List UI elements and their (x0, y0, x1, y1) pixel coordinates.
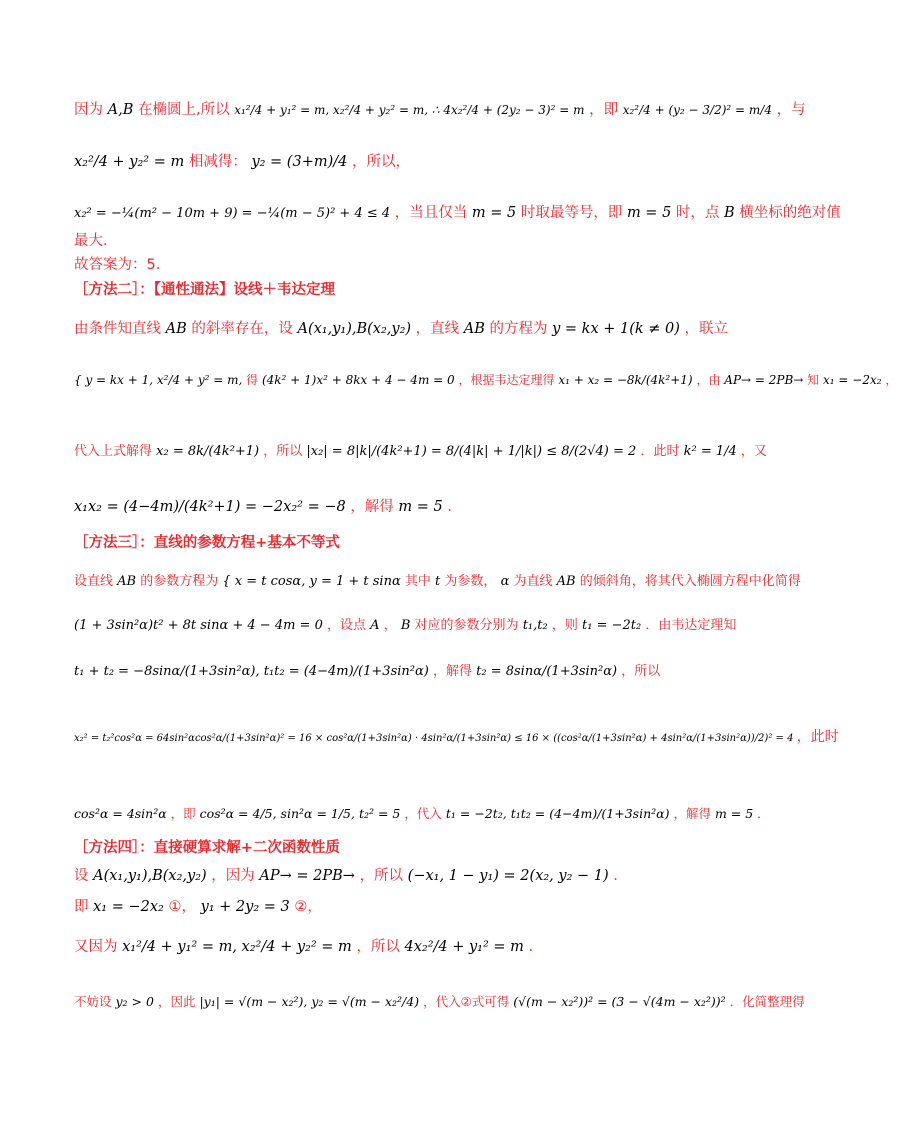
text-line (74, 255, 734, 275)
text-segment: . (528, 939, 534, 955)
text-segment: 为参数， (444, 574, 497, 589)
text-segment: 最大. (74, 233, 108, 249)
text-line (74, 203, 841, 224)
math-segment: x₂²/4 + y₂² = m (74, 154, 185, 170)
text-segment: ，根据韦达定理得 (458, 373, 555, 387)
math-segment: t₁ = −2t₂, t₁t₂ = (4−4m)/(1+3sin²α) (445, 806, 670, 821)
text-segment: 代入上式解得 (74, 444, 153, 459)
math-segment: AB (165, 321, 187, 337)
math-segment: m = 5 (398, 499, 443, 515)
text-line (74, 497, 734, 517)
text-segment: ，由 (696, 373, 721, 387)
text-segment: 得 (246, 373, 259, 387)
math-segment: |x₂| = 8|k|/(4k²+1) = 8/(4|k| + 1/|k|) ≤ 8/(2√4) = 2 (306, 444, 637, 459)
text-line (74, 616, 737, 636)
math-segment: cos²α = 4/5, sin²α = 1/5, t₂² = 5 (199, 806, 401, 821)
math-segment: x₁x₂ = (4−4m)/(4k²+1) = −2x₂² = −8 (74, 499, 346, 515)
math-segment: y₂ = (3+m)/4 (251, 154, 348, 170)
math-segment: (√(m − x₂²))² = (3 − √(4m − x₂²))² (513, 994, 726, 1009)
section-heading (74, 533, 734, 553)
section-heading (74, 280, 734, 300)
text-segment: 其中 (404, 574, 431, 589)
math-segment: x₂²/4 + (y₂ − 3/2)² = m/4 (622, 103, 772, 117)
math-segment: t₁,t₂ (522, 618, 548, 633)
text-segment: 的参数方程为 (140, 574, 219, 589)
text-segment: 故答案为：5. (74, 257, 161, 273)
math-segment: y = kx + 1(k ≠ 0) (552, 321, 680, 337)
text-segment: ，解得 (350, 499, 394, 515)
text-line (74, 370, 897, 390)
text-line (74, 866, 734, 886)
math-segment: m = 5 (626, 205, 672, 221)
text-segment: 不妨设 (74, 994, 112, 1009)
text-segment: 知 (807, 373, 820, 387)
math-segment: { y = kx + 1, x²/4 + y² = m, (74, 373, 247, 387)
math-segment: AP→ = 2PB→ (259, 868, 355, 884)
text-line (74, 662, 734, 682)
text-segment: 时，点 (675, 205, 720, 221)
text-segment: 时取最等号，即 (520, 205, 623, 221)
text-line (74, 937, 734, 957)
math-segment: α (500, 574, 510, 589)
text-segment: ． (447, 499, 462, 515)
text-segment: ．由韦达定理知 (645, 618, 737, 633)
text-segment: ，因此 (157, 994, 196, 1009)
math-segment: |y₁| = √(m − x₂²), y₂ = √(m − x₂²/4) (199, 994, 420, 1009)
text-line (74, 804, 770, 824)
text-segment: ，所以 (621, 664, 661, 679)
math-segment: t₁ = −2t₂ (582, 618, 642, 633)
heading-text: ［方法三］：直线的参数方程+基本不等式 (74, 535, 340, 551)
math-segment: x₁ + x₂ = −8k/(4k²+1) (558, 373, 693, 387)
math-segment: (−x₁, 1 − y₁) = 2(x₂, y₂ − 1) (407, 868, 609, 884)
text-segment: ，与 (776, 102, 806, 118)
text-segment: ，联立 (684, 321, 729, 337)
text-segment: ①， (168, 899, 196, 915)
math-segment: x₁²/4 + y₁² = m, x₂²/4 + y₂² = m, ∴ 4x₂²/4 + (2y₂ − 3)² = m (234, 103, 585, 117)
heading-text: ［方法四］：直接硬算求解+二次函数性质 (74, 840, 340, 856)
text-line (74, 319, 734, 339)
math-segment: x₁²/4 + y₁² = m, x₂²/4 + y₂² = m (122, 939, 352, 955)
text-segment: 即 (74, 899, 89, 915)
text-line (74, 152, 734, 172)
text-segment: 的斜率存在，设 (191, 321, 293, 337)
text-segment: ，因为 (211, 868, 255, 884)
text-line (74, 100, 806, 120)
text-segment: ，又 (740, 444, 767, 459)
text-segment: ，此时 (796, 729, 839, 745)
text-segment: ，则 (551, 618, 578, 633)
math-segment: AP→ = 2PB→ (724, 373, 804, 387)
text-segment: ，所以 (356, 939, 400, 955)
text-segment: ．化简整理得 (729, 994, 805, 1009)
math-segment: t (435, 574, 441, 589)
math-segment: y₁ + 2y₂ = 3 (200, 899, 290, 915)
text-segment: ，即 (170, 806, 196, 821)
text-segment: ，解得 (673, 806, 711, 821)
math-segment: y₂ > 0 (115, 994, 154, 1009)
text-segment: 的方程为 (489, 321, 548, 337)
math-segment: A,B (107, 102, 134, 118)
math-segment: 4x₂²/4 + y₁² = m (404, 939, 524, 955)
math-segment: cos²α = 4sin²α (74, 806, 167, 821)
math-segment: x₂² = t₂²cos²α = 64sin²αcos²α/(1+3sin²α)² = 16 × cos²α/(1+3sin²α) · 4sin²α/(1+3sin²α) ≤ 16 × ((cos²α/(1+3sin²α) + 4sin²α/(1+3sin²α))/2)² = 4 (74, 733, 794, 744)
math-segment: { x = t cosα, y = 1 + t sinα (222, 574, 405, 589)
math-segment: x₂² = −¼(m² − 10m + 9) = −¼(m − 5)² + 4 ≤ 4 (74, 206, 391, 221)
text-segment: 相减得： (188, 154, 247, 170)
text-segment: ， (383, 618, 397, 633)
math-segment: A(x₁,y₁),B(x₂,y₂) (93, 868, 207, 884)
math-segment: B (724, 205, 735, 221)
text-segment: 设直线 (74, 574, 114, 589)
text-segment: ． (757, 806, 770, 821)
math-segment: x₁ = −2x₂ (93, 899, 164, 915)
math-segment: t₂ = 8sinα/(1+3sin²α) (476, 664, 618, 679)
text-line (74, 572, 801, 592)
math-segment: B (400, 618, 411, 633)
text-segment: 设 (74, 868, 89, 884)
text-segment: ，代入②式可得 (423, 994, 510, 1009)
math-segment: m = 5 (471, 205, 517, 221)
math-segment: A (370, 618, 380, 633)
math-segment: A(x₁,y₁),B(x₂,y₂) (297, 321, 412, 337)
math-segment: AB (556, 574, 576, 589)
text-segment: ．此时 (640, 444, 680, 459)
text-segment: ，所以 (263, 444, 303, 459)
math-segment: AB (463, 321, 485, 337)
text-line (74, 897, 734, 917)
text-segment: ，直线 (415, 321, 460, 337)
text-segment: 为直线 (513, 574, 553, 589)
text-segment: 横坐标的绝对值 (739, 205, 841, 221)
text-segment: ②， (294, 899, 322, 915)
math-segment: m = 5 (714, 806, 754, 821)
math-segment: x₁ = −2x₂ (823, 373, 882, 387)
math-segment: AB (117, 574, 137, 589)
math-segment: k² = 1/4 (683, 444, 737, 459)
text-line (74, 727, 839, 749)
heading-text: ［方法二］：【通性通法】设线＋韦达定理 (74, 282, 335, 298)
text-segment: 因为 (74, 102, 103, 118)
text-segment: 的倾斜角，将其代入椭圆方程中化简得 (579, 574, 801, 589)
text-segment: ， (885, 373, 897, 387)
text-segment: . (613, 868, 618, 884)
text-segment: 又因为 (74, 939, 118, 955)
math-segment: (1 + 3sin²α)t² + 8t sinα + 4 − 4m = 0 (74, 618, 323, 633)
text-line (74, 442, 767, 462)
text-segment: ，当且仅当 (394, 205, 468, 221)
text-segment: ，即 (589, 102, 619, 118)
text-segment: 在椭圆上,所以 (137, 102, 230, 118)
text-segment: ，解得 (432, 664, 472, 679)
section-heading (74, 838, 734, 858)
text-segment: ，所以 (359, 868, 404, 884)
text-segment: ，代入 (404, 806, 442, 821)
math-segment: (4k² + 1)x² + 8kx + 4 − 4m = 0 (261, 373, 455, 387)
text-line (74, 231, 734, 251)
math-segment: x₂ = 8k/(4k²+1) (156, 444, 260, 459)
text-line (74, 992, 805, 1012)
math-segment: t₁ + t₂ = −8sinα/(1+3sin²α), t₁t₂ = (4−4m)/(1+3sin²α) (74, 664, 429, 679)
text-segment: ，设点 (327, 618, 367, 633)
text-segment: ，所以， (351, 154, 410, 170)
text-segment: 对应的参数分别为 (414, 618, 519, 633)
text-segment: 由条件知直线 (74, 321, 161, 337)
